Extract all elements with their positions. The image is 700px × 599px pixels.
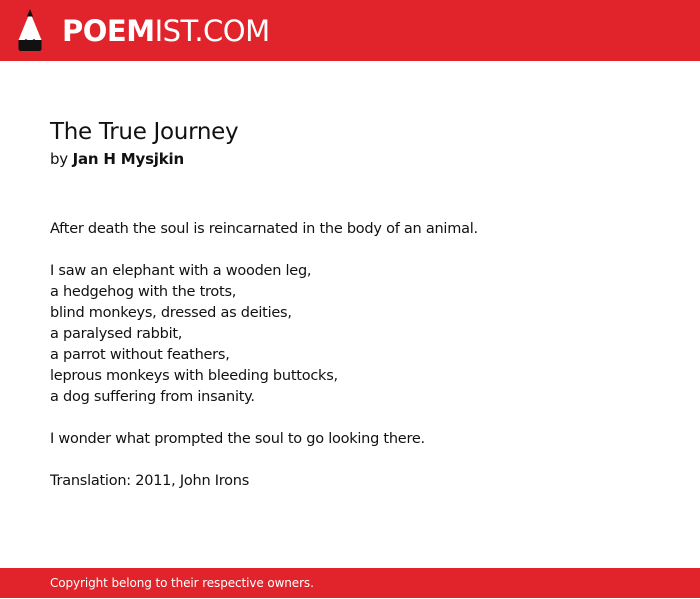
poem-stanza xyxy=(50,219,670,240)
poem-line: I wonder what prompted the soul to go looking there. xyxy=(50,431,425,447)
poem-line: leprous monkeys with bleeding buttocks, xyxy=(50,368,338,384)
poem-stanza xyxy=(50,429,670,450)
poem-byline xyxy=(50,148,670,170)
poem-line: a hedgehog with the trots, xyxy=(50,284,237,300)
pencil-tip-icon[interactable] xyxy=(17,9,43,51)
poem-content xyxy=(50,116,670,513)
translation-credit xyxy=(50,471,670,492)
poem-line: a paralysed rabbit, xyxy=(50,326,183,342)
author-name: Jan H Mysjkin xyxy=(72,150,184,168)
poem-title: The True Journey xyxy=(50,119,239,145)
logo-text-bold: POEM xyxy=(62,14,155,48)
poem-line: a parrot without feathers, xyxy=(50,347,230,363)
poem-line: After death the soul is reincarnated in the body of an animal. xyxy=(50,221,478,237)
copyright-text: Copyright belong to their respective owners. xyxy=(50,576,314,590)
poem-line: I saw an elephant with a wooden leg, xyxy=(50,263,312,279)
site-logo[interactable] xyxy=(62,12,270,50)
poem-line: Translation: 2011, John Irons xyxy=(50,473,250,489)
poem-line: a dog suffering from insanity. xyxy=(50,389,255,405)
by-label: by xyxy=(50,150,68,168)
poem-stanza xyxy=(50,261,670,408)
site-footer xyxy=(0,568,700,598)
site-header xyxy=(0,0,700,61)
poem-body xyxy=(50,219,670,492)
logo-text-light: IST.COM xyxy=(154,14,270,48)
poem-line: blind monkeys, dressed as deities, xyxy=(50,305,292,321)
